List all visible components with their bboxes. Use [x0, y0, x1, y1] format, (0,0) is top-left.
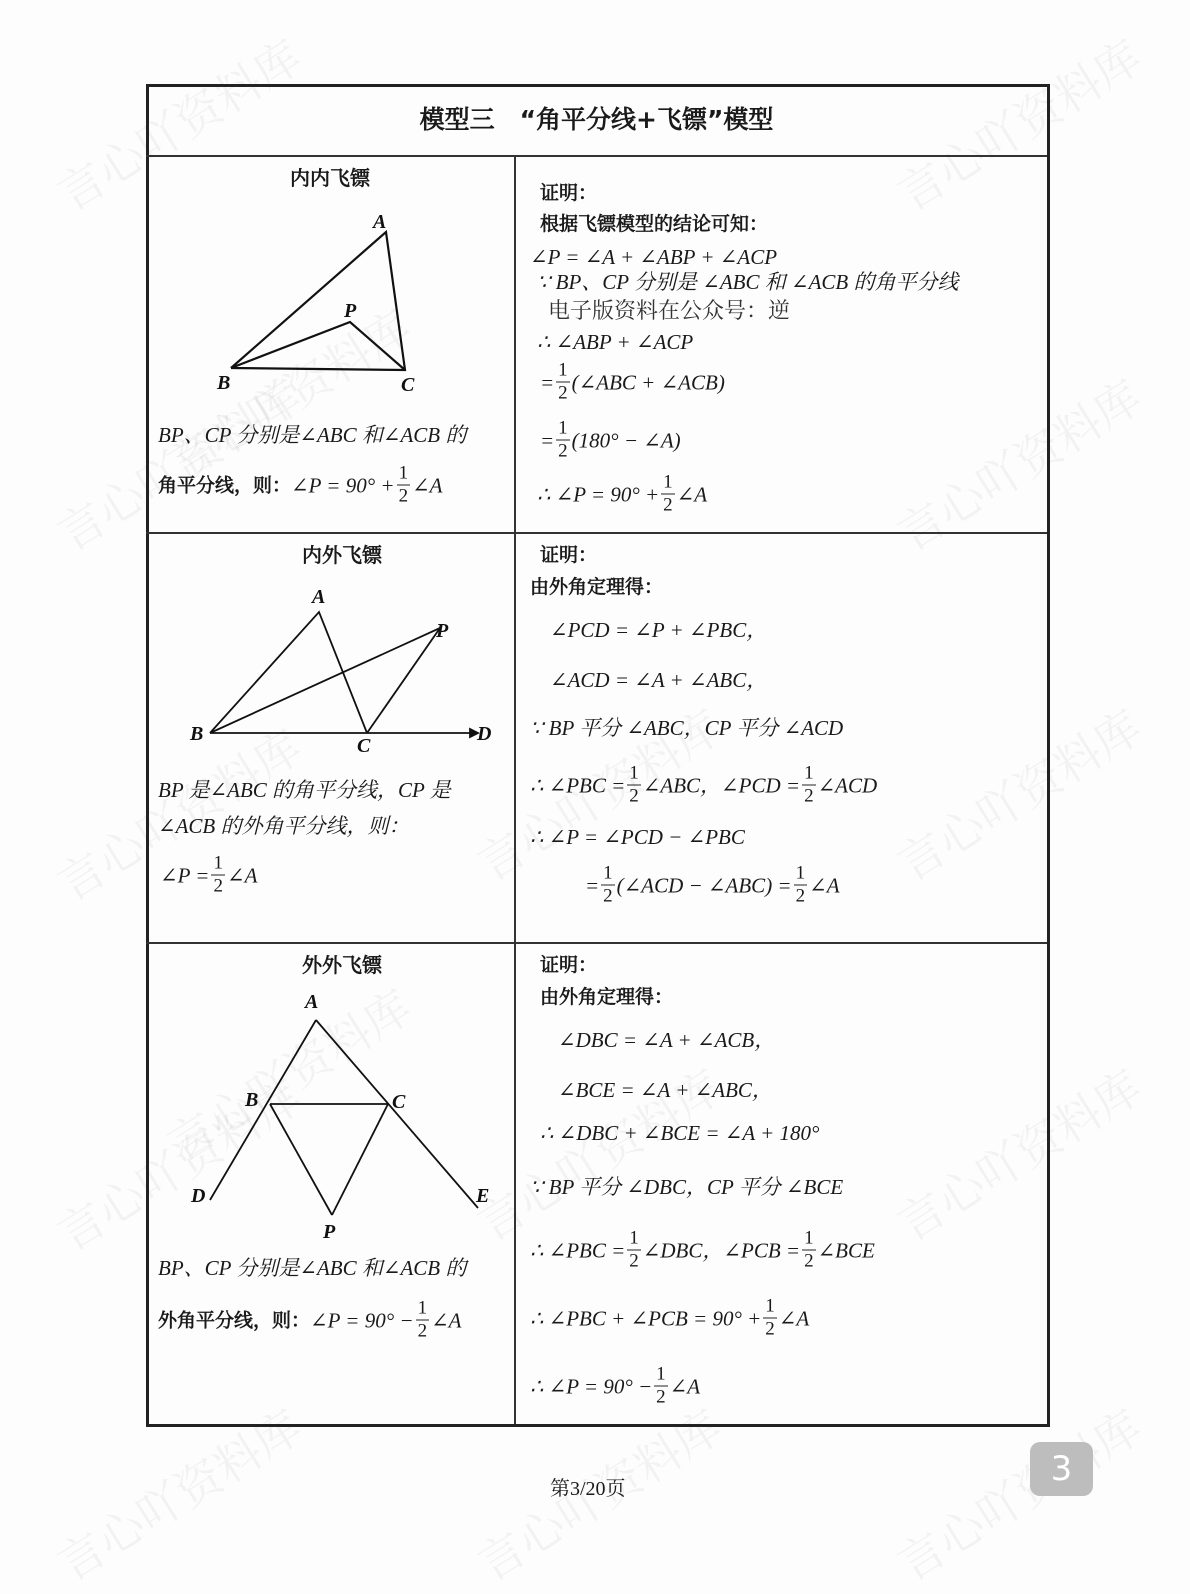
text-segment: 外角平分线，则： — [158, 1309, 311, 1331]
proof-line — [540, 1121, 819, 1145]
proof-line — [530, 1296, 809, 1341]
text-segment: ∠ABC，∠PCD = — [642, 773, 801, 797]
proof-label: 证明： — [540, 954, 598, 976]
denominator: 2 — [398, 485, 409, 507]
text-segment: ∠A — [676, 482, 708, 506]
text-segment: ∠A — [431, 1308, 462, 1332]
denominator: 2 — [629, 1250, 639, 1272]
proof-line — [537, 270, 959, 294]
proof-label: 证明： — [540, 182, 598, 204]
statement-line — [158, 1256, 466, 1280]
text-segment: ∵ BP 平分 ∠ABC，CP 平分 ∠ACD — [530, 716, 844, 740]
proof-line — [558, 1078, 773, 1102]
proof-line — [540, 985, 673, 1009]
numerator: 1 — [213, 852, 223, 874]
text-segment: BP、CP 分别是∠ABC 和∠ACB 的 — [158, 423, 467, 447]
point-label: C — [401, 374, 415, 396]
proof-line — [540, 418, 681, 463]
proof-line — [530, 825, 745, 849]
proof-line — [530, 1364, 700, 1409]
cell-title-inner-outer: 内外飞镖 — [302, 543, 382, 567]
proof-line — [585, 863, 840, 908]
text-segment: ∴ ∠P = 90° + — [537, 482, 660, 506]
proof-line — [540, 360, 725, 405]
text-segment: ∠DBC = ∠A + ∠ACB， — [558, 1028, 776, 1052]
text-segment: BP 是∠ABC 的角平分线，CP 是 — [158, 778, 451, 802]
numerator: 1 — [558, 359, 568, 381]
proof-line — [537, 472, 707, 517]
text-segment: 根据飞镖模型的结论可知： — [540, 213, 769, 235]
text-segment: ∠A — [669, 1374, 701, 1398]
text-segment: ∠P = — [160, 863, 210, 887]
denominator: 2 — [795, 885, 806, 907]
point-label: P — [344, 300, 357, 322]
denominator: 2 — [558, 440, 568, 462]
statement-line — [158, 814, 410, 838]
text-segment: ∠ACD = ∠A + ∠ABC， — [550, 668, 768, 692]
text-segment: ∠P = ∠A + ∠ABP + ∠ACP — [530, 245, 778, 269]
fraction — [211, 853, 225, 898]
fraction — [601, 863, 615, 908]
point-label: A — [305, 991, 319, 1013]
point-label: A — [312, 586, 326, 608]
fraction — [397, 463, 411, 508]
text-segment: ∠A — [412, 473, 443, 497]
numerator: 1 — [804, 1227, 814, 1249]
text-segment: ∴ ∠PBC = — [530, 773, 626, 797]
proof-line — [530, 1228, 875, 1273]
proof-line — [530, 575, 663, 599]
denominator: 2 — [804, 1250, 814, 1272]
text-segment: ∠ACD — [817, 773, 878, 797]
proof-line — [530, 716, 843, 740]
text-segment: ∠P = 90° + — [291, 473, 395, 497]
numerator: 1 — [804, 762, 814, 784]
proof-line — [530, 245, 777, 269]
denominator: 2 — [629, 785, 639, 807]
text-segment: ∴ ∠P = ∠PCD − ∠PBC — [530, 825, 745, 849]
diagram-inner-inner — [231, 232, 405, 370]
proof-line — [530, 1175, 843, 1199]
proof-line — [530, 763, 877, 808]
text-segment: (∠ABC + ∠ACB) — [571, 370, 725, 394]
promo-overlay-text: 电子版资料在公众号：逆 — [548, 299, 791, 324]
numerator: 1 — [558, 417, 568, 439]
numerator: 1 — [629, 1227, 639, 1249]
fraction — [763, 1296, 777, 1341]
numerator: 1 — [663, 471, 673, 493]
denominator: 2 — [558, 382, 568, 404]
numerator: 1 — [656, 1363, 666, 1385]
text-segment: ∠PCD = ∠P + ∠PBC， — [550, 618, 768, 642]
fraction — [794, 863, 808, 908]
triangle-abc — [231, 232, 405, 370]
numerator: 1 — [417, 1297, 428, 1319]
statement-line — [158, 1298, 462, 1343]
denominator: 2 — [804, 785, 814, 807]
denominator: 2 — [603, 885, 613, 907]
fraction — [416, 1298, 430, 1343]
text-segment: ∠A — [809, 873, 840, 897]
point-label: E — [476, 1185, 490, 1207]
numerator: 1 — [398, 462, 409, 484]
statement-line — [158, 463, 443, 508]
proof-line — [537, 330, 693, 354]
text-segment: (180° − ∠A) — [571, 428, 681, 452]
text-segment: ∴ ∠P = 90° − — [530, 1374, 653, 1398]
point-label: D — [477, 723, 492, 745]
fraction — [654, 1364, 668, 1409]
diagram-outer-outer — [210, 1020, 478, 1215]
page-number: 第3/20页 — [550, 1478, 626, 1500]
statement-line — [158, 423, 466, 447]
point-label: D — [191, 1185, 206, 1207]
denominator: 2 — [765, 1318, 775, 1340]
denominator: 2 — [663, 494, 673, 516]
text-segment: ∠A — [778, 1306, 810, 1330]
point-label: A — [373, 211, 387, 233]
text-segment: = — [540, 428, 555, 452]
point-label: P — [436, 620, 449, 642]
page-title: 模型三 “角平分线+飞镖”模型 — [419, 105, 774, 134]
text-segment: ∠BCE = ∠A + ∠ABC， — [558, 1078, 773, 1102]
text-segment: ∴ ∠PBC = — [530, 1238, 626, 1262]
text-segment: ∠BCE — [817, 1238, 875, 1262]
point-label: B — [190, 723, 204, 745]
point-label: P — [323, 1221, 336, 1243]
text-segment: ∴ ∠DBC + ∠BCE = ∠A + 180° — [540, 1121, 820, 1145]
numerator: 1 — [795, 862, 806, 884]
fraction — [627, 763, 641, 808]
text-segment: ∠DBC，∠PCB = — [642, 1238, 801, 1262]
point-label: B — [245, 1089, 259, 1111]
point-label: B — [217, 372, 231, 394]
proof-label: 证明： — [540, 544, 598, 566]
fraction — [661, 472, 675, 517]
text-segment: BP、CP 分别是∠ABC 和∠ACB 的 — [158, 1256, 467, 1280]
text-segment: = — [585, 873, 600, 897]
text-segment: 角平分线，则： — [158, 474, 292, 496]
numerator: 1 — [765, 1295, 775, 1317]
cell-title-outer-outer: 外外飞镖 — [302, 953, 382, 977]
page-badge[interactable]: 3 — [1030, 1442, 1093, 1496]
text-segment: 由外角定理得： — [540, 986, 674, 1008]
text-segment: ∠P = 90° − — [310, 1308, 414, 1332]
proof-line — [540, 212, 768, 236]
text-segment: ∵ BP、CP 分别是 ∠ABC 和 ∠ACB 的角平分线 — [537, 270, 959, 294]
proof-line — [550, 668, 767, 692]
point-label: C — [357, 735, 371, 757]
text-segment: ∴ ∠ABP + ∠ACP — [537, 330, 694, 354]
numerator: 1 — [629, 762, 639, 784]
text-segment: 由外角定理得： — [530, 576, 664, 598]
text-segment: ∠A — [226, 863, 258, 887]
fraction — [627, 1228, 641, 1273]
proof-line — [558, 1028, 775, 1052]
fraction — [556, 360, 570, 405]
text-segment: ∵ BP 平分 ∠DBC，CP 平分 ∠BCE — [530, 1175, 844, 1199]
denominator: 2 — [656, 1386, 666, 1408]
statement-line — [158, 778, 451, 802]
text-segment: (∠ACD − ∠ABC) = — [616, 873, 792, 897]
denominator: 2 — [213, 875, 223, 897]
text-segment: = — [540, 370, 555, 394]
text-segment: ∴ ∠PBC + ∠PCB = 90° + — [530, 1306, 762, 1330]
denominator: 2 — [417, 1320, 428, 1342]
proof-line — [550, 618, 767, 642]
text-segment: ∠ACB 的外角平分线，则： — [158, 814, 410, 838]
fraction — [802, 1228, 816, 1273]
numerator: 1 — [603, 862, 613, 884]
cell-title-inner-inner: 内内飞镖 — [290, 166, 370, 190]
fraction — [556, 418, 570, 463]
fraction — [802, 763, 816, 808]
statement-line — [160, 853, 257, 898]
point-label: C — [392, 1091, 406, 1113]
